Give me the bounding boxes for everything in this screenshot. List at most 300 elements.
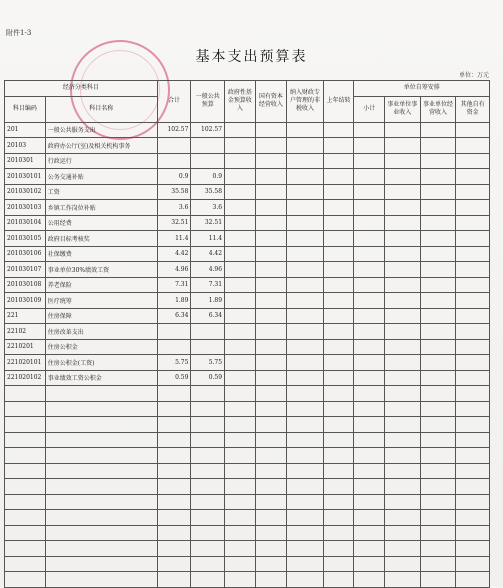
cell-empty [5, 432, 46, 448]
cell-empty [255, 463, 287, 479]
cell-empty [287, 308, 324, 324]
cell-code: 221020102 [5, 370, 46, 386]
cell-empty [384, 308, 420, 324]
cell-empty [456, 525, 490, 541]
cell-empty [323, 525, 354, 541]
cell-empty [45, 463, 157, 479]
cell-empty [384, 432, 420, 448]
cell-empty [157, 525, 191, 541]
cell-empty [456, 246, 490, 262]
cell-empty [287, 556, 324, 572]
cell-empty [287, 370, 324, 386]
cell-total: 32.51 [157, 215, 191, 231]
cell-empty [225, 308, 256, 324]
cell-empty [420, 572, 456, 588]
cell-empty [45, 401, 157, 417]
cell-empty [323, 169, 354, 185]
cell-total: 11.4 [157, 231, 191, 247]
cell-general: 32.51 [191, 215, 225, 231]
cell-empty [255, 510, 287, 526]
table-row [5, 200, 490, 216]
table-row [5, 355, 490, 371]
budget-table [4, 80, 490, 588]
cell-empty [456, 448, 490, 464]
cell-empty [420, 432, 456, 448]
cell-empty [287, 339, 324, 355]
cell-empty [225, 448, 256, 464]
cell-empty [255, 386, 287, 402]
cell-empty [5, 494, 46, 510]
table-row [5, 386, 490, 402]
cell-empty [5, 510, 46, 526]
cell-empty [287, 138, 324, 154]
cell-empty [384, 324, 420, 340]
cell-empty [225, 293, 256, 309]
cell-total [157, 153, 191, 169]
table-row [5, 370, 490, 386]
cell-empty [384, 417, 420, 433]
cell-empty [456, 432, 490, 448]
cell-empty [255, 215, 287, 231]
cell-empty [323, 308, 354, 324]
cell-name: 乡镇工作岗位补贴 [45, 200, 157, 216]
cell-empty [384, 138, 420, 154]
cell-empty [420, 138, 456, 154]
cell-empty [354, 169, 385, 185]
cell-empty [287, 525, 324, 541]
cell-code: 221020101 [5, 355, 46, 371]
cell-empty [384, 525, 420, 541]
cell-empty [255, 200, 287, 216]
cell-name: 工资 [45, 184, 157, 200]
cell-empty [45, 525, 157, 541]
cell-empty [225, 339, 256, 355]
cell-empty [456, 355, 490, 371]
cell-name: 政府办公厅(室)及相关机构事务 [45, 138, 157, 154]
cell-empty [191, 448, 225, 464]
cell-empty [384, 370, 420, 386]
cell-code: 22102 [5, 324, 46, 340]
cell-empty [225, 277, 256, 293]
table-row [5, 448, 490, 464]
cell-empty [225, 215, 256, 231]
cell-empty [384, 246, 420, 262]
cell-empty [255, 556, 287, 572]
cell-empty [323, 293, 354, 309]
cell-empty [45, 432, 157, 448]
cell-empty [287, 122, 324, 138]
cell-empty [354, 339, 385, 355]
cell-name: 住房改革支出 [45, 324, 157, 340]
cell-empty [420, 370, 456, 386]
cell-general: 11.4 [191, 231, 225, 247]
attachment-label: 附件1-3 [6, 29, 32, 37]
cell-empty [384, 231, 420, 247]
cell-empty [225, 169, 256, 185]
cell-empty [287, 494, 324, 510]
cell-general: 35.58 [191, 184, 225, 200]
cell-empty [287, 200, 324, 216]
cell-empty [456, 463, 490, 479]
cell-empty [456, 184, 490, 200]
table-row [5, 510, 490, 526]
header-carryover: 上年结转 [323, 81, 354, 123]
header-service-operating: 事业单位经营收入 [420, 96, 456, 122]
cell-empty [456, 386, 490, 402]
cell-empty [255, 370, 287, 386]
cell-empty [45, 448, 157, 464]
cell-empty [255, 293, 287, 309]
cell-general: 7.31 [191, 277, 225, 293]
cell-empty [225, 432, 256, 448]
cell-empty [420, 339, 456, 355]
cell-general: 102.57 [191, 122, 225, 138]
cell-empty [384, 572, 420, 588]
cell-empty [191, 432, 225, 448]
cell-name: 行政运行 [45, 153, 157, 169]
cell-empty [323, 324, 354, 340]
header-service-income: 事业单位事业收入 [384, 96, 420, 122]
cell-empty [191, 572, 225, 588]
cell-total: 0.9 [157, 169, 191, 185]
cell-empty [456, 572, 490, 588]
table-row [5, 277, 490, 293]
cell-empty [420, 308, 456, 324]
cell-empty [420, 386, 456, 402]
cell-empty [420, 277, 456, 293]
cell-empty [456, 401, 490, 417]
cell-empty [323, 432, 354, 448]
cell-empty [323, 370, 354, 386]
cell-empty [225, 355, 256, 371]
cell-empty [255, 262, 287, 278]
cell-total: 102.57 [157, 122, 191, 138]
cell-empty [323, 572, 354, 588]
cell-empty [456, 277, 490, 293]
table-row [5, 339, 490, 355]
cell-empty [323, 479, 354, 495]
cell-empty [191, 386, 225, 402]
cell-name: 住房保障 [45, 308, 157, 324]
table-row [5, 231, 490, 247]
table-row [5, 215, 490, 231]
table-row [5, 494, 490, 510]
table-row [5, 184, 490, 200]
cell-empty [384, 401, 420, 417]
cell-empty [287, 432, 324, 448]
cell-empty [323, 184, 354, 200]
cell-general [191, 324, 225, 340]
cell-empty [323, 355, 354, 371]
cell-empty [354, 401, 385, 417]
cell-empty [323, 494, 354, 510]
cell-name: 公用经费 [45, 215, 157, 231]
cell-empty [5, 401, 46, 417]
cell-general: 4.42 [191, 246, 225, 262]
cell-empty [420, 417, 456, 433]
cell-empty [420, 215, 456, 231]
table-row [5, 417, 490, 433]
cell-empty [384, 262, 420, 278]
cell-empty [456, 262, 490, 278]
cell-empty [45, 417, 157, 433]
cell-empty [354, 324, 385, 340]
cell-empty [5, 525, 46, 541]
cell-empty [255, 122, 287, 138]
cell-empty [255, 324, 287, 340]
cell-empty [323, 448, 354, 464]
cell-general: 1.89 [191, 293, 225, 309]
cell-empty [420, 556, 456, 572]
cell-code: 201030104 [5, 215, 46, 231]
cell-general: 0.9 [191, 169, 225, 185]
cell-empty [225, 122, 256, 138]
cell-empty [420, 324, 456, 340]
cell-empty [420, 262, 456, 278]
cell-empty [45, 479, 157, 495]
cell-empty [287, 572, 324, 588]
cell-empty [157, 417, 191, 433]
cell-empty [255, 184, 287, 200]
cell-empty [354, 262, 385, 278]
cell-empty [354, 308, 385, 324]
cell-empty [5, 541, 46, 557]
cell-empty [384, 277, 420, 293]
cell-name: 政府目标考核奖 [45, 231, 157, 247]
cell-empty [225, 231, 256, 247]
cell-empty [5, 479, 46, 495]
header-state-capital: 国有资本经营收入 [255, 81, 287, 123]
cell-empty [384, 355, 420, 371]
cell-empty [287, 277, 324, 293]
cell-empty [287, 355, 324, 371]
table-row [5, 525, 490, 541]
cell-empty [191, 541, 225, 557]
cell-empty [420, 510, 456, 526]
cell-empty [157, 494, 191, 510]
cell-empty [323, 277, 354, 293]
cell-empty [255, 448, 287, 464]
cell-general: 0.59 [191, 370, 225, 386]
cell-empty [225, 262, 256, 278]
cell-empty [456, 138, 490, 154]
cell-code: 2210201 [5, 339, 46, 355]
cell-general [191, 339, 225, 355]
cell-empty [287, 153, 324, 169]
cell-empty [354, 184, 385, 200]
cell-empty [456, 293, 490, 309]
cell-empty [45, 541, 157, 557]
header-general-budget: 一般公共预算 [191, 81, 225, 123]
cell-empty [384, 541, 420, 557]
cell-empty [287, 541, 324, 557]
cell-empty [354, 277, 385, 293]
cell-empty [323, 417, 354, 433]
cell-empty [255, 572, 287, 588]
table-row [5, 401, 490, 417]
cell-empty [157, 556, 191, 572]
cell-empty [354, 246, 385, 262]
table-row [5, 432, 490, 448]
cell-empty [191, 525, 225, 541]
cell-empty [323, 262, 354, 278]
cell-empty [287, 401, 324, 417]
cell-empty [191, 494, 225, 510]
cell-empty [354, 541, 385, 557]
cell-empty [157, 432, 191, 448]
cell-empty [354, 138, 385, 154]
cell-code: 201030102 [5, 184, 46, 200]
table-row [5, 572, 490, 588]
cell-code: 201030107 [5, 262, 46, 278]
cell-empty [323, 153, 354, 169]
cell-empty [354, 293, 385, 309]
cell-empty [354, 463, 385, 479]
cell-code: 201030106 [5, 246, 46, 262]
cell-empty [5, 572, 46, 588]
cell-empty [255, 169, 287, 185]
cell-empty [456, 556, 490, 572]
cell-empty [287, 479, 324, 495]
table-row [5, 169, 490, 185]
table-row [5, 262, 490, 278]
cell-empty [157, 572, 191, 588]
cell-empty [456, 200, 490, 216]
cell-empty [456, 169, 490, 185]
cell-empty [420, 184, 456, 200]
cell-empty [384, 122, 420, 138]
cell-empty [225, 246, 256, 262]
cell-code: 201030108 [5, 277, 46, 293]
cell-empty [323, 556, 354, 572]
cell-empty [157, 401, 191, 417]
cell-empty [354, 525, 385, 541]
cell-empty [420, 494, 456, 510]
cell-empty [255, 417, 287, 433]
cell-empty [225, 494, 256, 510]
cell-empty [225, 386, 256, 402]
cell-empty [384, 200, 420, 216]
cell-empty [354, 200, 385, 216]
cell-empty [354, 153, 385, 169]
cell-empty [354, 386, 385, 402]
cell-total: 35.58 [157, 184, 191, 200]
cell-name: 社保缴费 [45, 246, 157, 262]
cell-empty [255, 541, 287, 557]
cell-empty [5, 417, 46, 433]
cell-general: 4.96 [191, 262, 225, 278]
cell-empty [287, 184, 324, 200]
header-econ-class: 经济分类科目 [5, 81, 158, 97]
cell-empty [354, 510, 385, 526]
cell-empty [287, 463, 324, 479]
cell-empty [384, 386, 420, 402]
cell-empty [191, 463, 225, 479]
cell-empty [323, 215, 354, 231]
cell-empty [287, 386, 324, 402]
cell-empty [255, 494, 287, 510]
cell-empty [287, 231, 324, 247]
cell-empty [420, 401, 456, 417]
cell-empty [287, 417, 324, 433]
cell-name: 一般公共服务支出 [45, 122, 157, 138]
cell-empty [384, 293, 420, 309]
cell-empty [420, 293, 456, 309]
table-row [5, 541, 490, 557]
cell-empty [420, 153, 456, 169]
cell-general: 6.34 [191, 308, 225, 324]
cell-empty [5, 386, 46, 402]
cell-empty [420, 231, 456, 247]
cell-empty [384, 215, 420, 231]
cell-empty [287, 324, 324, 340]
cell-empty [420, 169, 456, 185]
cell-empty [255, 308, 287, 324]
cell-empty [225, 463, 256, 479]
cell-empty [157, 463, 191, 479]
cell-empty [255, 401, 287, 417]
cell-empty [354, 231, 385, 247]
cell-empty [354, 355, 385, 371]
cell-empty [456, 370, 490, 386]
cell-empty [255, 479, 287, 495]
cell-total: 4.42 [157, 246, 191, 262]
cell-empty [191, 556, 225, 572]
cell-empty [384, 184, 420, 200]
cell-empty [456, 479, 490, 495]
table-row [5, 324, 490, 340]
page-title: 基本支出预算表 [195, 49, 308, 65]
cell-code: 221 [5, 308, 46, 324]
table-row [5, 122, 490, 138]
cell-empty [456, 215, 490, 231]
cell-total: 4.96 [157, 262, 191, 278]
cell-name: 住房公积金(工资) [45, 355, 157, 371]
cell-empty [5, 463, 46, 479]
cell-empty [456, 324, 490, 340]
cell-empty [287, 448, 324, 464]
cell-empty [420, 122, 456, 138]
header-name: 科目名称 [45, 96, 157, 122]
cell-empty [191, 510, 225, 526]
cell-empty [354, 448, 385, 464]
cell-empty [323, 138, 354, 154]
cell-general [191, 138, 225, 154]
cell-empty [287, 246, 324, 262]
cell-empty [255, 432, 287, 448]
cell-empty [354, 122, 385, 138]
header-other-own: 其他自有资金 [456, 96, 490, 122]
cell-empty [456, 494, 490, 510]
cell-empty [157, 386, 191, 402]
cell-empty [323, 463, 354, 479]
cell-empty [225, 556, 256, 572]
cell-empty [157, 510, 191, 526]
cell-empty [287, 262, 324, 278]
header-total: 合计 [157, 81, 191, 123]
cell-empty [323, 401, 354, 417]
cell-empty [255, 138, 287, 154]
cell-empty [225, 401, 256, 417]
cell-empty [420, 541, 456, 557]
cell-empty [323, 231, 354, 247]
cell-empty [225, 184, 256, 200]
cell-empty [157, 541, 191, 557]
cell-empty [225, 479, 256, 495]
table-row [5, 293, 490, 309]
cell-empty [255, 339, 287, 355]
cell-empty [225, 200, 256, 216]
